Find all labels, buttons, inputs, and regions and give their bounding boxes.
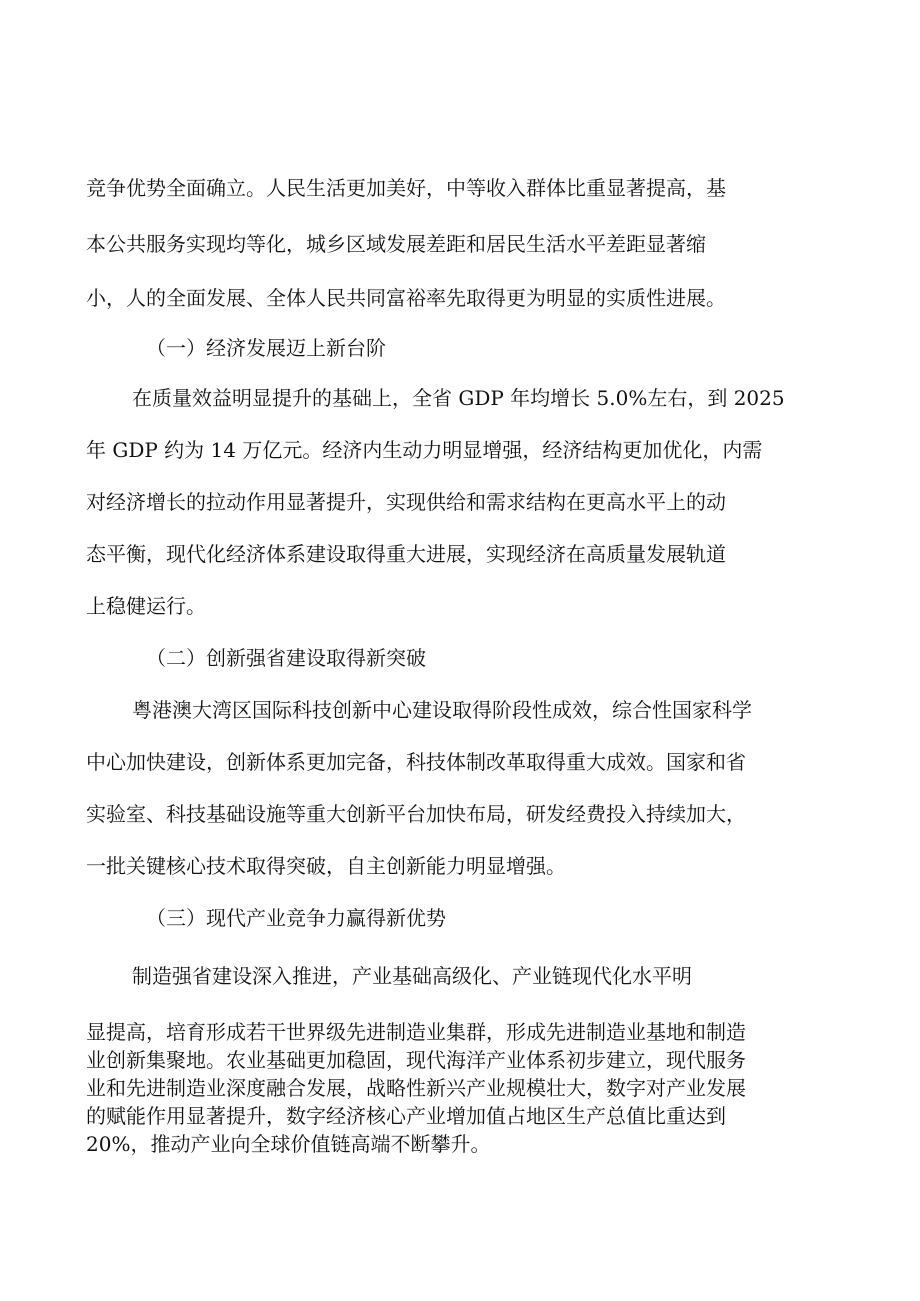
paragraph-line: 一批关键核心技术取得突破，自主创新能力明显增强。 — [86, 854, 566, 878]
paragraph-line: 实验室、科技基础设施等重大创新平台加快布局，研发经费投入持续加大， — [86, 802, 746, 826]
section-heading-1: （一）经济发展迈上新台阶 — [146, 336, 386, 360]
paragraph-line: 粤港澳大湾区国际科技创新中心建设取得阶段性成效，综合性国家科学 — [132, 698, 752, 722]
paragraph-line: 的赋能作用显著提升，数字经济核心产业增加值占地区生产总值比重达到 — [86, 1104, 726, 1128]
paragraph-line: 本公共服务实现均等化，城乡区域发展差距和居民生活水平差距显著缩 — [86, 232, 706, 256]
paragraph-line: 中心加快建设，创新体系更加完备，科技体制改革取得重大成效。国家和省 — [86, 750, 746, 774]
paragraph-line: 竞争优势全面确立。人民生活更加美好，中等收入群体比重显著提高，基 — [86, 176, 726, 200]
paragraph-line: 在质量效益明显提升的基础上，全省 GDP 年均增长 5.0%左右，到 2025 — [132, 386, 785, 410]
paragraph-line: 年 GDP 约为 14 万亿元。经济内生动力明显增强，经济结构更加优化，内需 — [86, 438, 763, 462]
paragraph-line: 态平衡，现代化经济体系建设取得重大进展，实现经济在高质量发展轨道 — [86, 542, 726, 566]
paragraph-line: 业创新集聚地。农业基础更加稳固，现代海洋产业体系初步建立，现代服务 — [86, 1048, 746, 1072]
paragraph-line: 上稳健运行。 — [86, 594, 206, 618]
section-heading-3: （三）现代产业竞争力赢得新优势 — [146, 906, 446, 930]
paragraph-line: 对经济增长的拉动作用显著提升，实现供给和需求结构在更高水平上的动 — [86, 490, 726, 514]
section-heading-2: （二）创新强省建设取得新突破 — [146, 646, 426, 670]
paragraph-line: 业和先进制造业深度融合发展，战略性新兴产业规模壮大，数字对产业发展 — [86, 1076, 746, 1100]
paragraph-line: 显提高，培育形成若干世界级先进制造业集群，形成先进制造业基地和制造 — [86, 1020, 746, 1044]
paragraph-line: 20%，推动产业向全球价值链高端不断攀升。 — [86, 1132, 491, 1156]
paragraph-line: 制造强省建设深入推进，产业基础高级化、产业链现代化水平明 — [132, 964, 692, 988]
paragraph-line: 小，人的全面发展、全体人民共同富裕率先取得更为明显的实质性进展。 — [86, 286, 726, 310]
